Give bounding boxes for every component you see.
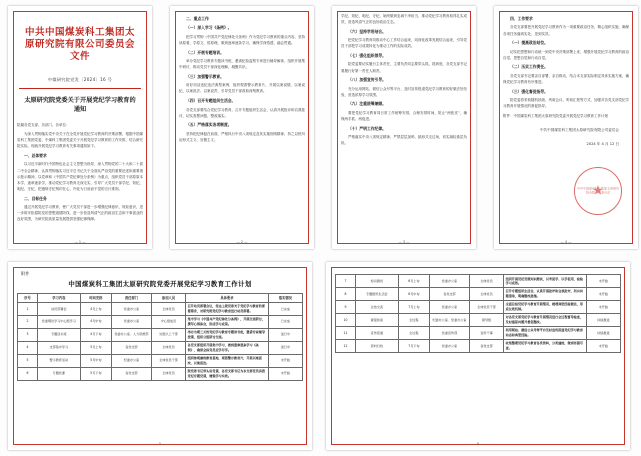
cell-content: 宣传报道 bbox=[355, 326, 398, 339]
cell-no: 10 bbox=[336, 313, 356, 326]
document-number: 中煤研究院党发〔2024〕16 号 bbox=[47, 76, 113, 82]
col-time: 时间安排 bbox=[80, 294, 111, 303]
cell-time: 6月中旬 bbox=[398, 287, 429, 300]
official-seal bbox=[574, 167, 622, 215]
table-row bbox=[18, 302, 303, 315]
signature-date: 2024 年 4 月 12 日 bbox=[586, 142, 619, 147]
cell-dept: 各党支部 bbox=[430, 287, 470, 300]
document-page-1[interactable] bbox=[8, 6, 152, 249]
cell-time: 6月上旬 bbox=[398, 275, 429, 288]
table-row bbox=[336, 326, 621, 339]
table-row bbox=[336, 287, 621, 300]
col-req: 具体要求 bbox=[186, 294, 269, 303]
section-body: 通过开展党纪学习教育，使广大党员干部进一步增强纪律意识、规矩意识，进一步筑牢拒腐防变的思想道德防线，进一步营造风清气正的政治生态和干事创业的良好氛围，为研究院高质量发展提供坚强纪律保障。 bbox=[17, 205, 143, 222]
section-heading: （九）注重统筹兼顾。 bbox=[348, 101, 386, 107]
cell-dept: 党委办公室 bbox=[112, 315, 152, 328]
cell-people: 中心组成员 bbox=[151, 315, 185, 328]
page-number: — 2 — bbox=[236, 240, 248, 244]
cell-status: 未开始 bbox=[586, 339, 620, 352]
section-heading: （十）严明工作纪律。 bbox=[348, 125, 386, 131]
cell-content: 资料归档 bbox=[355, 339, 398, 352]
cell-status: 未开始 bbox=[268, 354, 302, 367]
cell-content: 警示教育活动 bbox=[37, 354, 80, 367]
cell-content: 支部集中学习 bbox=[37, 341, 80, 354]
cell-people: 各党支部 bbox=[469, 339, 503, 352]
cell-people: 督导组 bbox=[469, 313, 503, 326]
signature-org: 中共中国煤炭科工集团太原研究院有限公司委员会 bbox=[539, 127, 619, 132]
section-heading: （三）强化督促指导。 bbox=[510, 88, 548, 94]
section-heading: （二）开展专题培训。 bbox=[186, 49, 224, 55]
cell-no: 5 bbox=[18, 354, 38, 367]
section-heading: （八）加强宣传引导。 bbox=[348, 77, 386, 83]
cell-no: 9 bbox=[336, 300, 356, 313]
cell-dept: 党委宣传部 bbox=[430, 326, 470, 339]
cell-no: 4 bbox=[18, 341, 38, 354]
header-red-rule bbox=[19, 88, 141, 89]
cell-no: 1 bbox=[18, 302, 38, 315]
table-row bbox=[18, 354, 303, 367]
cell-status: 未开始 bbox=[586, 287, 620, 300]
cell-status: 未开始 bbox=[586, 300, 620, 313]
cell-dept: 党委办公室、人力资源部 bbox=[112, 328, 152, 341]
section-body: 各党支部书记要亲自部署、亲自推动，结合本支部实际制定具体实施方案，确保党纪学习教育有序推进。 bbox=[503, 73, 629, 84]
cell-dept: 党委办公室 bbox=[430, 275, 470, 288]
section-heading: （三）加强警示教育。 bbox=[186, 73, 224, 79]
cell-time: 7月上旬 bbox=[398, 300, 429, 313]
cell-people: 全体党员干部 bbox=[469, 300, 503, 313]
table-row bbox=[18, 367, 303, 380]
cell-content: 总结交流 bbox=[355, 300, 398, 313]
section-heading: （七）强化组织领导。 bbox=[348, 52, 386, 58]
document-page-3[interactable] bbox=[332, 6, 476, 249]
page-3-content bbox=[332, 6, 476, 249]
cell-dept: 各党支部 bbox=[112, 341, 152, 354]
document-header-title: 中共中国煤炭科工集团太原研究院有限公司委员会文件 bbox=[24, 27, 135, 62]
cell-dept: 党委办公室 bbox=[112, 302, 152, 315]
page-number: — 5 — bbox=[154, 442, 166, 446]
page-number: — 3 — bbox=[398, 240, 410, 244]
schedule-table-left bbox=[17, 293, 303, 381]
attachment-line: 附件：中国煤炭科工集团太原研究院党委开展党纪学习教育工作计划 bbox=[503, 113, 608, 118]
cell-req: 各党支部组织开展集中学习，做到逐章逐条学习《条例》，确保全体党员应学尽学。 bbox=[186, 341, 269, 354]
cell-no: 12 bbox=[336, 339, 356, 352]
cell-time: 全过程 bbox=[398, 326, 429, 339]
cell-req: 组织开展党纪党规知识测试，以考促学、以学促用，检验学习成效。 bbox=[504, 275, 587, 288]
page-number: — 6 — bbox=[472, 442, 484, 446]
cell-req: 举办为期三天的党纪学习教育专题读书班，邀请专家辅导授课，组织分组研讨交流。 bbox=[186, 328, 269, 341]
section-body: 把党纪学习教育同推动中心工作结合起来，同深化改革发展结合起来，引导党员干部把学习成果转化为推动工作的实际成效。 bbox=[341, 38, 467, 49]
cell-req: 对各党支部党纪学习教育开展情况进行全过程督导检查，及时通报问题并督促整改。 bbox=[504, 313, 587, 326]
section-body: 院党委要切实履行主体责任，主要负责同志要带头抓、抓到底，各党支部书记要履行好第一责任人职责。 bbox=[341, 62, 467, 73]
section-body: 院党委将采取随机抽查、列席会议、听取汇报等方式，加强对各党支部党纪学习教育开展情况的督促指导。 bbox=[503, 98, 629, 109]
schedule-left-content bbox=[8, 262, 312, 450]
section-heading: （一）深入学习《条例》。 bbox=[186, 25, 232, 31]
cell-no: 11 bbox=[336, 326, 356, 339]
section-body: 举办党纪学习教育专题读书班，邀请纪检监察专家进行辅导解读，组织开展集中研讨，推动党员干部深化理解、凝聚共识。 bbox=[179, 59, 305, 70]
schedule-title: 中国煤炭科工集团太原研究院党委开展党纪学习教育工作计划 bbox=[68, 280, 252, 288]
cell-content: 动员部署会 bbox=[37, 302, 80, 315]
cell-req: 全面总结党纪学习教育开展情况，梳理典型经验做法，形成长效机制。 bbox=[504, 300, 587, 313]
section-body: 各党支部要把开展党纪学习教育作为一项重要政治任务，精心组织实施，确保各项任务落到实处、见到实效。 bbox=[503, 25, 629, 36]
section-heading: 四、工作要求 bbox=[510, 16, 533, 21]
cell-time: 5月上旬 bbox=[80, 341, 111, 354]
section-body: 切实把思想和行动统一到党中央决策部署上来，增强开展党纪学习教育的政治自觉、思想自觉和行动自觉。 bbox=[503, 49, 629, 60]
cell-people: 宣传干事 bbox=[469, 326, 503, 339]
cell-content: 专题读书班 bbox=[37, 328, 80, 341]
cell-time: 4月中旬 bbox=[80, 315, 111, 328]
cell-req: 利用网站、微信公众号等平台及时宣传报道党纪学习教育动态和典型经验。 bbox=[504, 326, 587, 339]
cell-content: 党委理论学习中心组学习 bbox=[37, 315, 80, 328]
cell-people: 全体党员 bbox=[469, 287, 503, 300]
schedule-table-right bbox=[335, 274, 621, 353]
cell-content: 知识测试 bbox=[355, 275, 398, 288]
col-status: 落实情况 bbox=[268, 294, 302, 303]
schedule-right-content bbox=[326, 262, 630, 450]
cell-no: 6 bbox=[18, 367, 38, 380]
cell-no: 2 bbox=[18, 315, 38, 328]
seal-text: 中共中国煤炭科工集团太原研究院有限公司委员会 bbox=[577, 186, 620, 194]
table-row bbox=[336, 300, 621, 313]
cell-people: 处级以上干部 bbox=[151, 328, 185, 341]
paragraph: 学纪、知纪、明纪、守纪，始终做到忠诚干净担当，推动党纪学习教育取得扎实成效，营造风清气正的良好政治生态。 bbox=[341, 14, 467, 25]
section-heading: （五）严格落实各项制度。 bbox=[186, 122, 232, 128]
page-2-content bbox=[170, 6, 314, 249]
page-number: — 1 — bbox=[74, 240, 86, 244]
page-number: — 4 — bbox=[560, 240, 572, 244]
section-body: 充分运用网站、微信公众号等平台，及时宣传报道党纪学习教育的好做法好经验，营造浓厚学习氛围。 bbox=[341, 86, 467, 97]
section-heading: （一）提高政治站位。 bbox=[510, 40, 548, 46]
section-heading: 二、重点工作 bbox=[186, 16, 209, 21]
table-row bbox=[18, 328, 303, 341]
cell-time: 5月中旬 bbox=[80, 354, 111, 367]
col-no: 序号 bbox=[18, 294, 38, 303]
section-heading: （四）召开专题组织生活会。 bbox=[186, 98, 236, 104]
paragraph: 为深入贯彻落实党中央关于在全党开展党纪学习教育的决策部署，根据中国煤炭科工集团党委、中煤科工集团党委关于开展党纪学习教育的工作安排，结合研究院实际，现就开展党纪学习教育有关事项通知如下。 bbox=[17, 132, 143, 149]
paragraph: 院属各党支部、各部门、各单位： bbox=[17, 122, 70, 127]
cell-status: 进行中 bbox=[268, 341, 302, 354]
cell-status: 进行中 bbox=[268, 328, 302, 341]
cell-req: 院党委书记带头讲党课，各党支部书记为本支部党员讲授党纪专题党课，增强学习实效。 bbox=[186, 367, 269, 380]
cell-status: 持续推进 bbox=[586, 326, 620, 339]
cell-people: 全体党员 bbox=[151, 367, 185, 380]
cell-dept: 党委办公室 bbox=[430, 300, 470, 313]
cell-no: 8 bbox=[336, 287, 356, 300]
cell-req: 集中学习《中国共产党纪律处分条例》，开展交流研讨，撰写心得体会，形成学习成果。 bbox=[186, 315, 269, 328]
page-1-content bbox=[8, 6, 152, 249]
cell-people: 全体党员 bbox=[469, 275, 503, 288]
page-4-content bbox=[494, 6, 638, 249]
schedule-page-left[interactable] bbox=[8, 262, 312, 450]
document-page-2[interactable] bbox=[170, 6, 314, 249]
cell-dept: 各党支部 bbox=[112, 367, 152, 380]
cell-req: 收集整理党纪学习教育各类资料，分类建档，做到有据可查。 bbox=[504, 339, 587, 352]
section-body: 把学习贯彻《中国共产党纪律处分条例》作为党纪学习教育的重点内容，坚持读原著、学原文、悟原理，做到逐章逐条学习，确保学深悟透、融会贯通。 bbox=[179, 34, 305, 46]
cell-dept: 党委办公室 bbox=[430, 339, 470, 352]
attachment-label: 附件 bbox=[21, 271, 30, 276]
cell-people: 全体党员干部 bbox=[151, 354, 185, 367]
cell-people: 全体党员 bbox=[151, 341, 185, 354]
cell-no: 3 bbox=[18, 328, 38, 341]
cell-time: 4月上旬 bbox=[80, 302, 111, 315]
table-row bbox=[336, 313, 621, 326]
cell-time: 4月下旬 bbox=[80, 328, 111, 341]
cell-no: 7 bbox=[336, 275, 356, 288]
col-people: 参加人员 bbox=[151, 294, 185, 303]
table-header-row bbox=[18, 294, 303, 303]
section-body: 坚持把纪律挺在前面，严格执行中央八项规定及其实施细则精神，持之以恒纠治形式主义、官僚主义。 bbox=[179, 131, 305, 142]
cell-req: 组织参观廉政教育基地，观看警示教育片，开展以案促改、以案促治。 bbox=[186, 354, 269, 367]
section-body: 以习近平新时代中国特色社会主义思想为指导，深入贯彻党的二十大和二十届二中全会精神，认真贯彻落实习近平总书记关于全面从严治党的重要论述和重要指示批示精神，以党章和《中国共产党纪律处分条例》为重点，组织党员干部原原本本学、逐章逐条学，推动党纪学习教育走深走实，引导广大党员干部学纪、知纪、明纪、守纪，把遵规守纪刻印在心，内化为日用而不觉的言行准则。 bbox=[17, 162, 143, 191]
schedule-page-right[interactable] bbox=[326, 262, 630, 450]
table-row bbox=[336, 275, 621, 288]
cell-time: 7月下旬 bbox=[398, 339, 429, 352]
cell-req: 召开专题组织生活会，认真开展批评和自我批评，列出问题清单，明确整改措施。 bbox=[504, 287, 587, 300]
document-page-4[interactable] bbox=[494, 6, 638, 249]
table-row bbox=[336, 339, 621, 352]
table-row bbox=[18, 341, 303, 354]
section-heading: （六）坚持学用结合。 bbox=[348, 28, 386, 34]
cell-req: 召开动员部署会议，传达上级党委关于党纪学习教育的部署要求，对研究院党纪学习教育进行动员部署。 bbox=[186, 302, 269, 315]
section-heading: 一、总体要求 bbox=[24, 153, 47, 159]
cell-dept: 纪委办公室、党委办公室 bbox=[430, 313, 470, 326]
cell-dept: 纪委办公室 bbox=[112, 354, 152, 367]
cell-status: 持续推进 bbox=[586, 313, 620, 326]
cell-content: 专题党课 bbox=[37, 367, 80, 380]
section-body: 要把党纪学习教育同日常工作统筹安排，合理安排时间，防止“两张皮”，确保两手抓、两促进。 bbox=[341, 110, 467, 121]
section-body: 用好用活违纪违法典型案例，组织观看警示教育片，开展以案说德、以案说纪、以案说法、以案说责，引导党员干部汲取深刻教训。 bbox=[179, 83, 305, 94]
section-body: 严格落实中央八项规定精神，严禁层层加码、搞形式走过场，切实减轻基层负担。 bbox=[341, 135, 467, 146]
cell-status: 未开始 bbox=[586, 275, 620, 288]
cell-status: 已完成 bbox=[268, 315, 302, 328]
cell-time: 全过程 bbox=[398, 313, 429, 326]
cell-status: 已完成 bbox=[268, 302, 302, 315]
cell-status: 未开始 bbox=[268, 367, 302, 380]
section-heading: （二）压实工作责任。 bbox=[510, 64, 548, 70]
document-title: 太原研究院党委关于开展党纪学习教育的通知 bbox=[24, 96, 136, 114]
col-dept: 责任部门 bbox=[112, 294, 152, 303]
section-heading: 二、目标任务 bbox=[24, 195, 47, 201]
section-body: 各党支部要结合党纪学习教育，召开专题组织生活会，认真开展批评和自我批评，切实查摆问题、整改落实。 bbox=[179, 107, 305, 118]
cell-people: 全体党员 bbox=[151, 302, 185, 315]
cell-time: 5月下旬 bbox=[80, 367, 111, 380]
col-content: 学习内容 bbox=[37, 294, 80, 303]
cell-content: 督促检查 bbox=[355, 313, 398, 326]
cell-content: 专题组织生活会 bbox=[355, 287, 398, 300]
table-row bbox=[18, 315, 303, 328]
